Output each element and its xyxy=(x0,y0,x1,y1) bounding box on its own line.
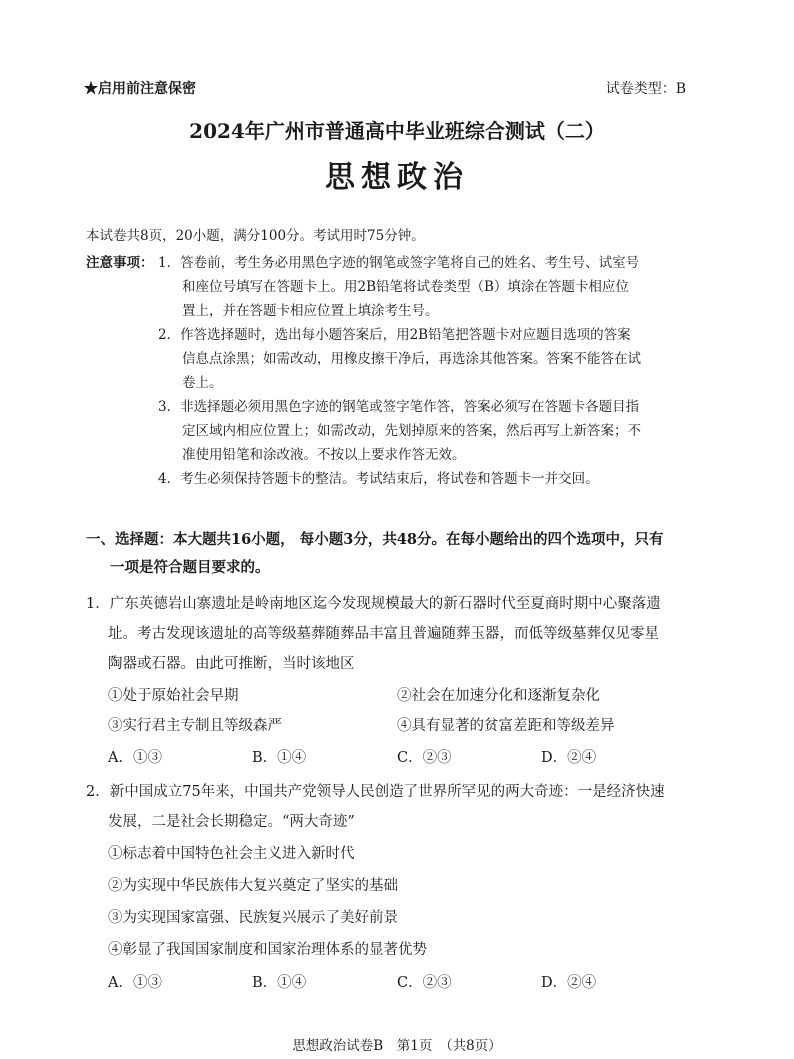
note-1-line-1: 1．答卷前，考生务必用黑色字迹的钢笔或签字笔将自己的姓名、考生号、试室号 xyxy=(158,255,640,271)
q2-choice-b: B．①④ xyxy=(252,975,307,991)
q1-choice-a: A．①③ xyxy=(108,750,162,766)
section-1-heading-cont: 一项是符合题目要求的。 xyxy=(110,559,270,576)
q2-statement-1: ①标志着中国特色社会主义进入新时代 xyxy=(108,846,355,862)
q1-stem-line-1: 1．广东英德岩山寨遗址是岭南地区迄今发现规模最大的新石器时代至夏商时期中心聚落遗 xyxy=(86,596,661,612)
q1-statement-4: ④具有显著的贫富差距和等级差异 xyxy=(397,718,615,734)
note-3-line-2: 定区域内相应位置上；如需改动，先划掉原来的答案，然后再写上新答案；不 xyxy=(182,423,641,439)
exam-intro: 本试卷共8页，20小题，满分100分。考试用时75分钟。 xyxy=(86,228,425,244)
note-2-line-2: 信息点涂黑；如需改动，用橡皮擦干净后，再选涂其他答案。答案不能答在试 xyxy=(182,351,641,367)
q1-stem-line-3: 陶器或石器。由此可推断，当时该地区 xyxy=(108,656,355,672)
q1-statement-1: ①处于原始社会早期 xyxy=(108,688,239,704)
subject-title: 思想政治 xyxy=(325,160,469,195)
note-3-line-3: 准使用铅笔和涂改液。不按以上要求作答无效。 xyxy=(182,447,466,463)
q1-statement-2: ②社会在加速分化和逐渐复杂化 xyxy=(397,688,600,704)
q2-choice-c: C．②③ xyxy=(397,975,452,991)
q2-statement-3: ③为实现国家富强、民族复兴展示了美好前景 xyxy=(108,910,398,926)
q2-statement-4: ④彰显了我国国家制度和国家治理体系的显著优势 xyxy=(108,942,427,958)
note-4-line-1: 4．考生必须保持答题卡的整洁。考试结束后，将试卷和答题卡一并交回。 xyxy=(158,471,599,487)
page-footer: 思想政治试卷B 第1页 （共8页） xyxy=(292,1038,502,1054)
exam-title: 2024年广州市普通高中毕业班综合测试（二） xyxy=(189,119,605,143)
q1-choice-b: B．①④ xyxy=(252,750,307,766)
notes-label: 注意事项： xyxy=(86,255,154,271)
q1-choice-d: D．②④ xyxy=(541,750,597,766)
q1-statement-3: ③实行君主专制且等级森严 xyxy=(108,718,282,734)
note-2-line-1: 2．作答选择题时，选出每小题答案后，用2B铅笔把答题卡对应题目选项的答案 xyxy=(158,327,631,343)
q2-choice-d: D．②④ xyxy=(541,975,597,991)
q1-choice-c: C．②③ xyxy=(397,750,452,766)
section-1-heading: 一、选择题：本大题共16小题， 每小题3分，共48分。在每小题给出的四个选项中，只有 xyxy=(86,531,664,548)
q2-statement-2: ②为实现中华民族伟大复兴奠定了坚实的基础 xyxy=(108,878,398,894)
q2-choice-a: A．①③ xyxy=(108,975,162,991)
confidential-label: ★启用前注意保密 xyxy=(84,81,196,97)
q2-stem-line-1: 2．新中国成立75年来，中国共产党领导人民创造了世界所罕见的两大奇迹：一是经济快速 xyxy=(86,784,665,800)
note-2-line-3: 卷上。 xyxy=(182,375,223,391)
paper-type-label: 试卷类型：B xyxy=(605,81,686,97)
q1-stem-line-2: 址。考古发现该遗址的高等级墓葬随葬品丰富且普遍随葬玉器，而低等级墓葬仅见零星 xyxy=(108,626,659,642)
note-1-line-2: 和座位号填写在答题卡上。用2B铅笔将试卷类型（B）填涂在答题卡相应位 xyxy=(182,279,629,295)
note-3-line-1: 3．非选择题必须用黑色字迹的钢笔或签字笔作答，答案必须写在答题卡各题目指 xyxy=(158,399,640,415)
note-1-line-3: 置上，并在答题卡相应位置上填涂考生号。 xyxy=(182,303,439,319)
q2-stem-line-2: 发展，二是社会长期稳定。“两大奇迹” xyxy=(108,814,355,830)
